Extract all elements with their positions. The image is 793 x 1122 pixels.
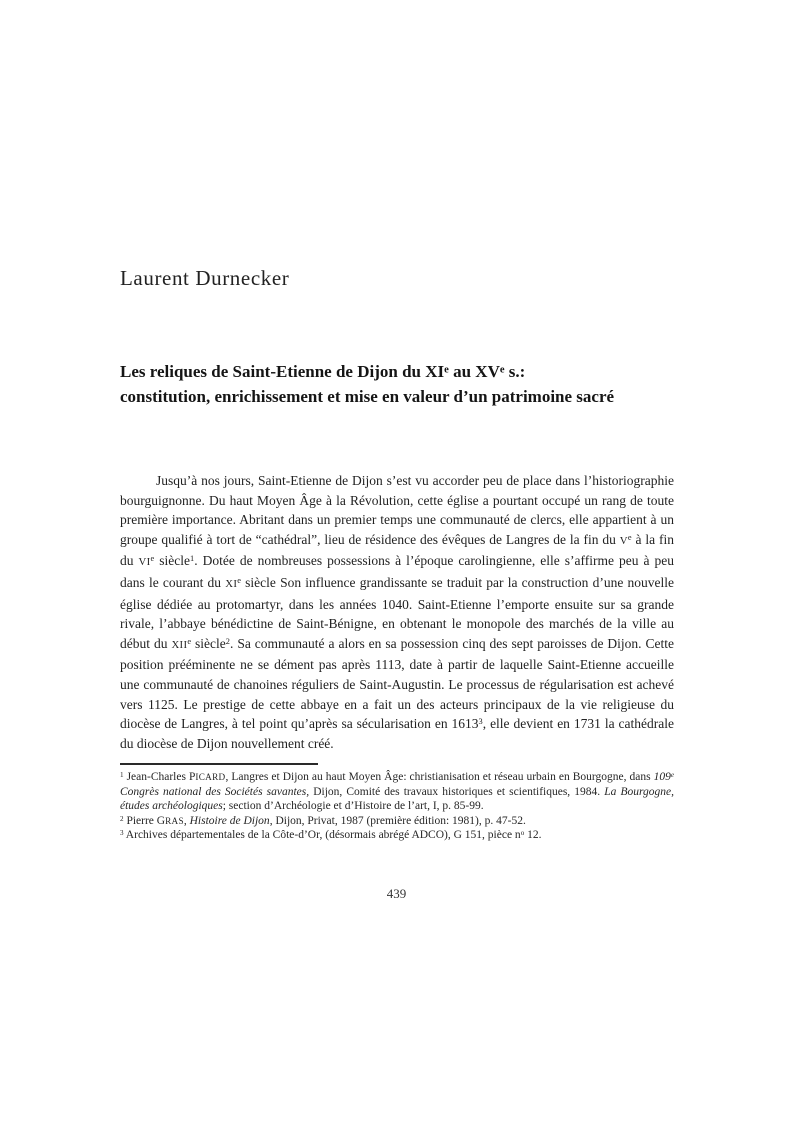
article-title-line2: constitution, enrichissement et mise en valeur d’un patrimoine sacré bbox=[120, 387, 615, 406]
article-title-line1: Les reliques de Saint-Etienne de Dijon du XIe au XVe s.: bbox=[120, 362, 526, 381]
body-text bbox=[120, 471, 674, 753]
footnotes bbox=[120, 770, 674, 843]
footnote-2: $^2$ Pierre GRAS, Histoire de Dijon, Dijon, Privat, 1987 (première édition: 1981), p. 47-52. bbox=[120, 814, 526, 827]
page-number: 439 bbox=[386, 886, 407, 901]
body-paragraph: Jusqu’à nos jours, Saint-Etienne de Dijon s’est vu accorder peu de place dans l’historiographie bourguignonne. Du haut Moyen Âge à la Révolution, cette église a pourtant occupé un rang de toute première importance. Abritant dans un premier temps une communauté de clercs, elle appartient à un groupe qualifié à tort de “cathédral”, lieu de résidence des évêques de Langres de la fin du Ve à la fin du VIe siècle$^1$. Dotée de nombreuses possessions à l’époque carolingienne, elle s’affirme peu à peu dans le courant du XIe siècle Son influence grandissante se traduit par la construction d’une nouvelle église dédiée au protomartyr, dans les années 1040. Saint-Etienne l’emporte ensuite sur sa grande rivale, l’abbaye bénédictine de Saint-Bénigne, en obtenant le monopole des marchés de la ville au début du XIIe siècle$^2$. Sa communauté a alors en sa possession cinq des sept paroisses de Dijon. Cette position prééminente ne se dément pas après 1113, date à partir de laquelle Saint-Etienne accueille une communauté de chanoines réguliers de Saint-Augustin. Le processus de régularisation est achevé vers 1125. Le prestige de cette abbaye en a fait un des acteurs principaux de la vie religieuse du diocèse de Langres, à tel point qu’après sa sécularisation en 1613$^3$, elle devient en 1731 la cathédrale du diocèse de Dijon nouvellement créé. bbox=[120, 473, 675, 751]
footnote-separator bbox=[120, 763, 318, 765]
footnote-1: $^1$ Jean-Charles PICARD, Langres et Dijon au haut Moyen Âge: christianisation et réseau urbain en Bourgogne, dans 109e Congrès national des Sociétés savantes, Dijon, Comité des travaux historiques et scientifiques, 1984. La Bourgogne, études archéologiques; section d’Archéologie et d’Histoire de l’art, I, p. 85-99. bbox=[120, 770, 674, 813]
footnote-3: $^3$ Archives départementales de la Côte-d’Or, (désormais abrégé ADCO), G 151, pièce $n^o$ 12. bbox=[120, 829, 542, 842]
author-name: Laurent Durnecker bbox=[120, 266, 290, 290]
article-title bbox=[120, 359, 680, 409]
